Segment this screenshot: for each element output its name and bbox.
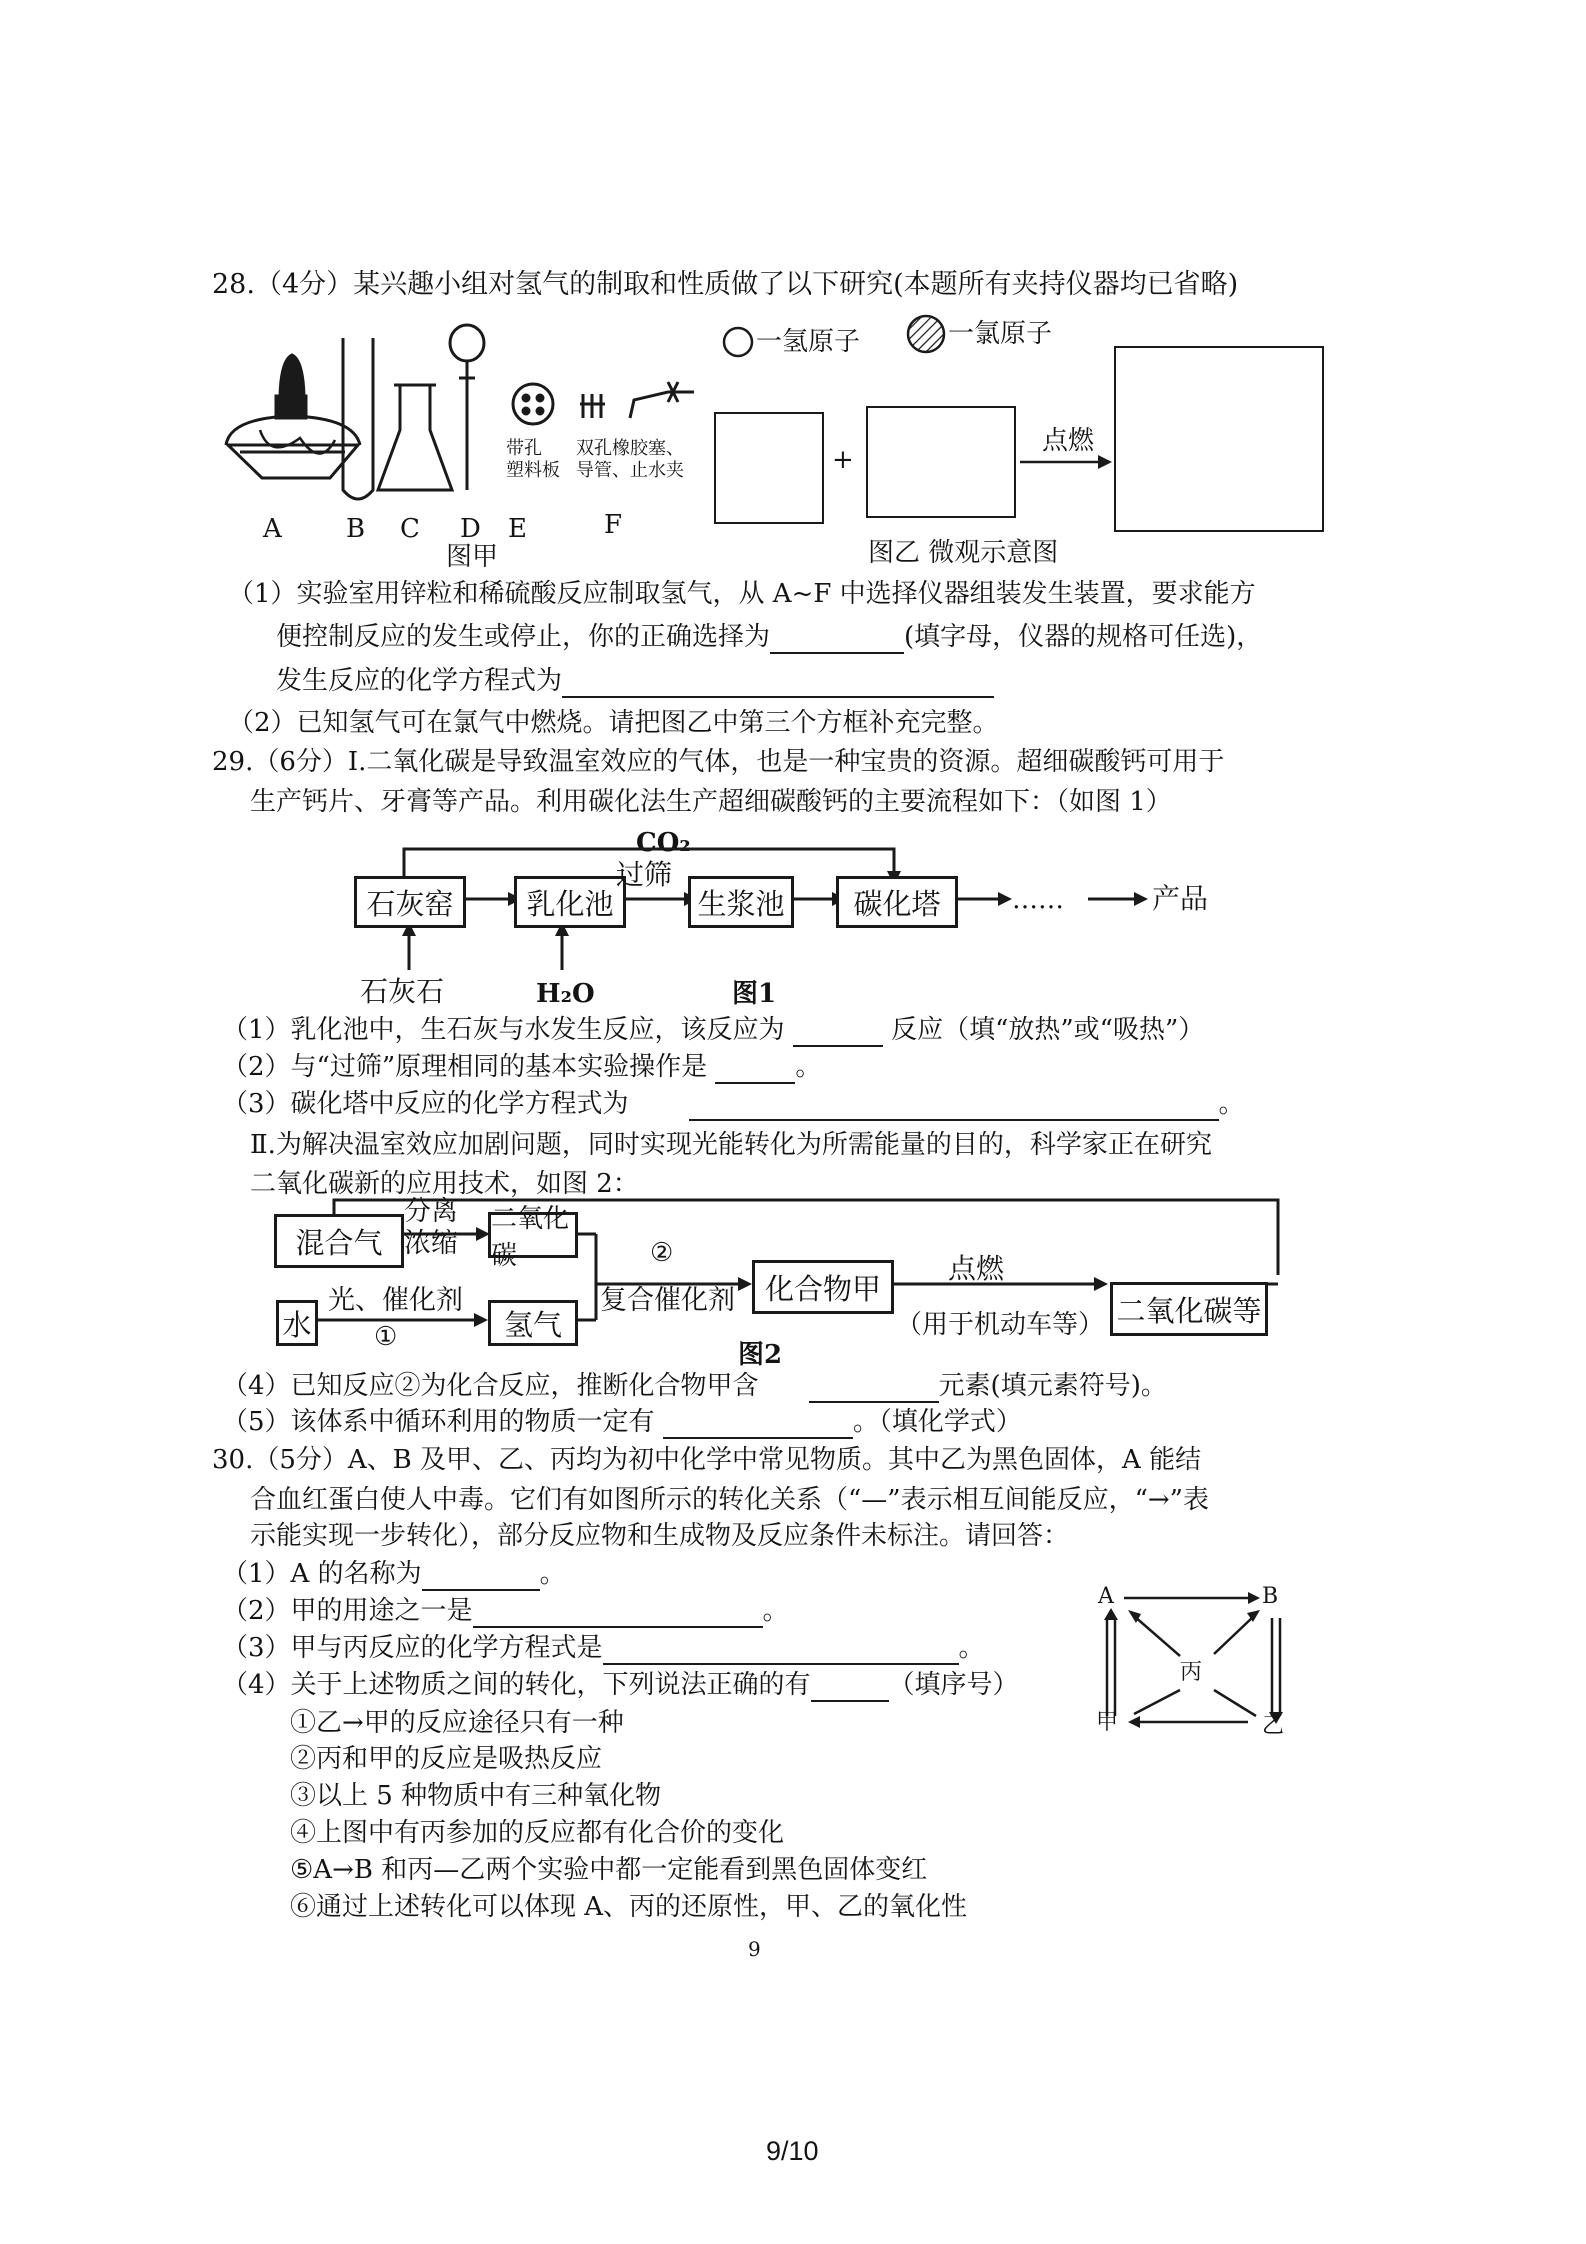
q29-title-line1: 29.（6分）Ⅰ.二氧化碳是导致温室效应的气体，也是一种宝贵的资源。超细碳酸钙可用于 [212, 747, 1225, 777]
q29-sub3-tail: 。 [1218, 1089, 1245, 1119]
apparatus-letter-f: F [604, 510, 623, 540]
q30-line2: 合血红蛋白使人中毒。它们有如图所示的转化关系（“—”表示相互间能反应，“→”表 [250, 1485, 1209, 1515]
apparatus-letter-d: D [460, 514, 481, 544]
f-desc-line1: 双孔橡胶塞、 [576, 438, 684, 459]
q29-sub1-text: （1）乳化池中，生石灰与水发生反应，该反应为 [222, 1015, 785, 1045]
q29-part2-line1: Ⅱ.为解决温室效应加剧问题，同时实现光能转化为所需能量的目的，科学家正在研究 [250, 1130, 1212, 1160]
q30-sub4-text: （4）关于上述物质之间的转化，下列说法正确的有 [222, 1670, 811, 1700]
fig1-input-water: H₂O [536, 979, 595, 1009]
diagram-node-yi: 乙 [1262, 1714, 1285, 1739]
q30-line1: 30.（5分）A、B 及甲、乙、丙均为初中化学中常见物质。其中乙为黑色固体，A 能结 [212, 1445, 1202, 1475]
fig2-ignite-label: 点燃 [948, 1252, 1005, 1285]
figure-jia-caption: 图甲 [446, 542, 499, 572]
q29-sub4-tail: 元素(填元素符号)。 [938, 1371, 1167, 1401]
q28-sub2: （2）已知氢气可在氯气中燃烧。请把图乙中第三个方框补充完整。 [228, 708, 999, 738]
fig1-filter-label: 过筛 [616, 858, 673, 891]
page-number-footer: 9/10 [766, 2136, 819, 2166]
q29-sub5-text: （5）该体系中循环利用的物质一定有 [222, 1407, 655, 1437]
q28-sub1-line3-text: 发生反应的化学方程式为 [276, 666, 563, 696]
q29-title-line2: 生产钙片、牙膏等产品。利用碳化法生产超细碳酸钙的主要流程如下：（如图 1） [250, 787, 1172, 817]
q28-title: 28.（4分）某兴趣小组对氢气的制取和性质做了以下研究(本题所有夹持仪器均已省略) [212, 269, 1239, 300]
q30-option-2: ②丙和甲的反应是吸热反应 [290, 1744, 603, 1774]
q30-option-3: ③以上 5 种物质中有三种氧化物 [290, 1781, 662, 1811]
fig1-input-limestone: 石灰石 [360, 975, 445, 1008]
fig2-separate-line2: 浓缩 [404, 1228, 458, 1259]
fig2-vehicle-label: （用于机动车等） [896, 1310, 1105, 1340]
fig1-product-label: 产品 [1152, 882, 1209, 915]
legend-chlorine-label: 一氯原子 [948, 319, 1053, 349]
apparatus-letter-e: E [508, 514, 527, 544]
q29-sub2-tail: 。 [795, 1052, 822, 1082]
apparatus-letter-b: B [346, 514, 366, 544]
fig2-light-catalyst-label: 光、催化剂 [328, 1285, 463, 1316]
flow-box-water: 水 [276, 1300, 318, 1346]
q30-option-4: ④上图中有丙参加的反应都有化合价的变化 [290, 1818, 785, 1848]
diagram-node-a: A [1098, 1584, 1114, 1609]
q30-sub1-text: （1）A 的名称为 [222, 1559, 422, 1589]
fig2-reaction1-number: ① [374, 1322, 398, 1352]
fig2-reaction2-number: ② [650, 1238, 674, 1268]
q28-sub1-line2-text: 便控制反应的发生或停止，你的正确选择为 [276, 622, 771, 652]
diagram-node-b: B [1262, 1584, 1279, 1609]
q30-sub2-text: （2）甲的用途之一是 [222, 1596, 473, 1626]
fig2-catalyst-label: 复合催化剂 [600, 1285, 735, 1316]
flow-box-hydrogen: 氢气 [488, 1300, 578, 1346]
ignite-label: 点燃 [1042, 426, 1095, 456]
fig2-caption: 图2 [738, 1340, 783, 1370]
f-desc-line2: 导管、止水夹 [576, 460, 684, 481]
q29-part2-line2: 二氧化碳新的应用技术，如图 2： [250, 1169, 639, 1199]
flow-box-mixed-gas: 混合气 [274, 1214, 404, 1268]
q28-sub1-line1: （1）实验室用锌粒和稀硫酸反应制取氢气，从 A~F 中选择仪器组装发生装置，要求能方 [228, 579, 1256, 609]
flow-box-lime-kiln: 石灰窑 [354, 876, 466, 928]
flow-box-slaking-pool: 乳化池 [514, 876, 626, 928]
diagram-node-bing: 丙 [1180, 1660, 1203, 1685]
q30-sub4-tail: （填序号） [888, 1670, 1019, 1700]
page-number-inner: 9 [748, 1937, 761, 1961]
e-desc-line2: 塑料板 [506, 460, 560, 481]
q28-sub1-line2-tail: (填字母，仪器的规格可任选)， [904, 622, 1263, 652]
q29-sub2-text: （2）与“过筛”原理相同的基本实验操作是 [222, 1052, 708, 1082]
flow-box-carbonation-tower: 碳化塔 [836, 876, 958, 928]
apparatus-letter-a: A [263, 514, 282, 544]
fig1-co2-label: CO₂ [636, 828, 691, 858]
apparatus-letter-c: C [400, 514, 420, 544]
q29-sub4-text: （4）已知反应②为化合反应，推断化合物甲含 [222, 1371, 759, 1401]
diagram-node-jia: 甲 [1096, 1710, 1119, 1735]
figure-yi-caption: 图乙 微观示意图 [868, 538, 1059, 568]
fig2-separate-line1: 分离 [404, 1196, 458, 1227]
fig1-dots: …… [1012, 885, 1064, 915]
q30-line3: 示能实现一步转化），部分反应物和生成物及反应条件未标注。请回答： [250, 1521, 1070, 1551]
q30-option-6: ⑥通过上述转化可以体现 A、丙的还原性，甲、乙的氧化性 [290, 1892, 968, 1922]
q29-sub5-tail: 。（填化学式） [852, 1407, 1022, 1437]
q30-option-1: ①乙→甲的反应途径只有一种 [290, 1708, 624, 1738]
legend-hydrogen-label: 一氢原子 [756, 327, 861, 357]
q30-sub3-text: （3）甲与丙反应的化学方程式是 [222, 1633, 603, 1663]
flow-box-compound-jia: 化合物甲 [752, 1260, 894, 1314]
fig1-caption: 图1 [732, 979, 777, 1009]
q30-sub2-tail: 。 [762, 1596, 789, 1626]
q30-option-5: ⑤A→B 和丙—乙两个实验中都一定能看到黑色固体变红 [290, 1855, 928, 1885]
plus-sign: + [832, 445, 854, 475]
flow-box-slurry-pool: 生浆池 [688, 876, 794, 928]
q29-sub1-tail: 反应（填“放热”或“吸热”） [891, 1015, 1205, 1045]
q29-sub3-text: （3）碳化塔中反应的化学方程式为 [222, 1089, 629, 1119]
flow-box-co2: 二氧化碳 [488, 1212, 578, 1258]
q30-sub1-tail: 。 [539, 1559, 566, 1589]
flow-box-co2-etc: 二氧化碳等 [1110, 1282, 1268, 1336]
e-desc-line1: 带孔 [506, 438, 542, 459]
q30-sub3-tail: 。 [958, 1633, 985, 1663]
